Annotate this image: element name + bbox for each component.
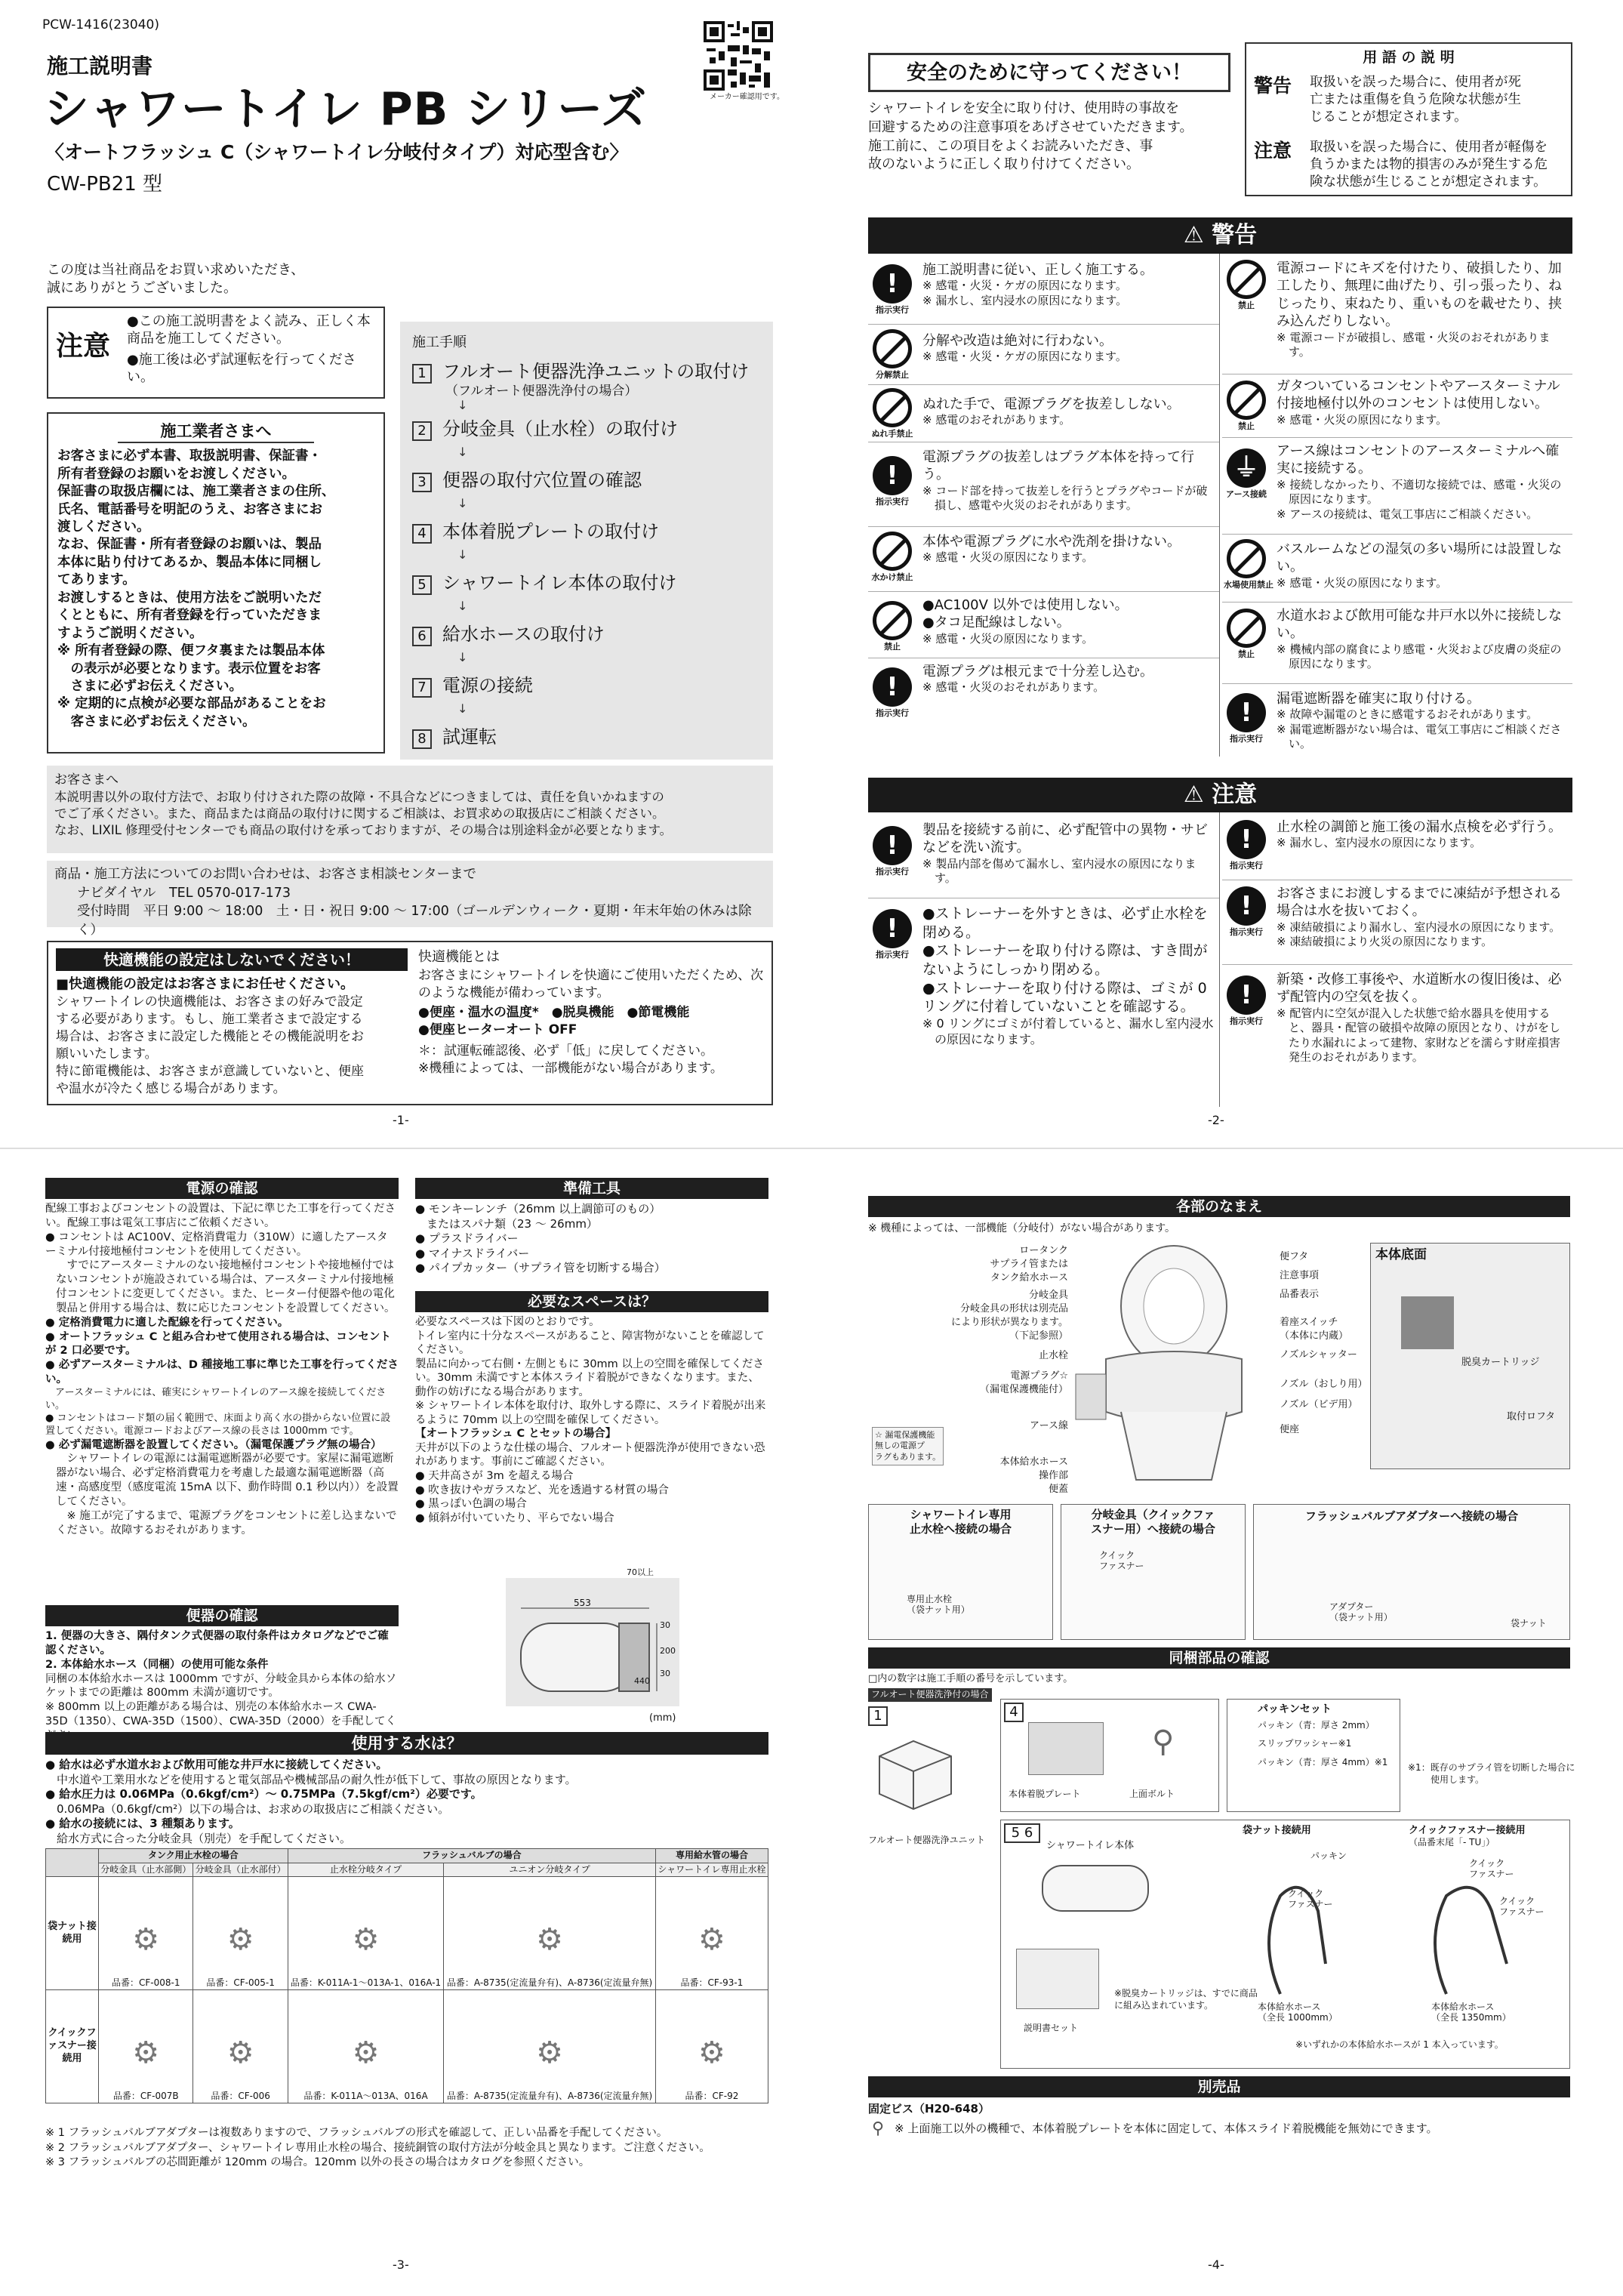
fitting-icon: ⚙: [536, 1922, 563, 1957]
warning-item: 分解禁止 分解や改造は絶対に行わない。 ※ 感電・火災・ケガの原因になります。: [868, 325, 1219, 385]
steps-title: 施工手順: [412, 334, 467, 350]
page-1: [0, 0, 812, 1148]
instruction-icon: !: [873, 667, 912, 707]
comfort-box: 快適機能の設定はしないでください！ ■快適機能の設定はお客さまにお任せください。 シャワートイレの快適機能は、お客さまの好みで設定 する必要があります。もし、施工業者さまで設定する 場合は、お客さまに設定した機能とその機能説明をお 願いいたします。 特に節電機能は、お客さまが意識していないと、便座 や温水が冷たく感じる場合があります。 快適機能とは お客さまにシャワートイレを快適にご使用いただくため、次のような機能が備わっています。 ●便座・温水の温度* ●脱臭機能 ●節電機能 ●便座ヒーターオート OFF ＊：試運転確認後、必ず「低」に戻してください。 ※機種によっては、一部機能がない場合があります。: [47, 941, 773, 1105]
tools-title: 準備工具: [415, 1178, 768, 1199]
terms-box: 用 語 の 説 明 警告 取扱いを誤った場合に、使用者が死 亡または重傷を負う危険な状態が生 じることが想定されます。 注意 取扱いを誤った場合に、使用者が軽傷を 負うかまたは物的損害のみが発生する危 険な状態が生じることが想定されます。: [1245, 42, 1572, 196]
cartridge-icon: [1401, 1296, 1454, 1349]
page-2: [812, 0, 1623, 1148]
space-diagram: 70以上 553 30 200 30 440: [506, 1578, 679, 1706]
instruction-icon: !: [1227, 693, 1266, 732]
instruction-icon: !: [873, 826, 912, 865]
prohibited-icon: [1227, 609, 1266, 648]
caution-triangle-icon: ⚠: [1183, 781, 1204, 808]
water-text: ● 給水は必ず水道水および飲用可能な井戸水に接続してください。 中水道や工業用水などを使用すると電気部品や機械部品の耐久性が低下して、事故の原因となります。 ● 給水圧力は 0.06MPa（0.6kgf/cm²）～ 0.75MPa（7.5kgf/cm²）必要です。 0.06MPa（0.6kgf/cm²）以下の場合は、お求めの取扱店にご相談ください。 ● 給水の接続には、3 種類あります。 給水方式に合った分岐金具（別売）を手配してください。: [45, 1758, 577, 1845]
step-6: 6 給水ホースの取付け: [412, 624, 749, 646]
parts-title: 各部のなまえ: [868, 1196, 1570, 1217]
instruction-icon: !: [873, 264, 912, 304]
fitting-icon: ⚙: [132, 1922, 160, 1957]
customer-notice: お客さまへ 本説明書以外の取付方法で、お取り付けされた際の故障・不具合などにつきましては、責任を負いかねますの でご了承ください。また、商品または商品の取付けに関するご相談は、お買求めの取扱店にご相談ください。 なお、LIXIL 修理受付センターでも商品の取付けを承っておりますが、その場合は別途料金が必要となります。: [47, 766, 773, 853]
parts-labels-right: 便フタ 注意事項 品番表示 着座スイッチ （本体に内蔵） ノズルシャッター ノズル（おしり用） ノズル（ビデ用） 便座: [1280, 1251, 1368, 1435]
warnings-left: [868, 255, 1219, 728]
manual-subtitle: 施工説明書: [47, 54, 153, 79]
toilet-illustration: [1053, 1238, 1280, 1487]
fitting-icon: ⚙: [698, 2035, 725, 2070]
caution-item: ! 指示実行 新築・改修工事後や、水道断水の復旧後は、必ず配管内の空気を抜く。 ※ 配管内に空気が混入した状態で給水器具を使用すると、器具・配管の破損や故障の原因となり、けがをしたり水漏れによって建物、家財などを濡らす財産損害発生のおそれがあります。: [1222, 965, 1572, 1108]
comfort-title: 快適機能の設定はしないでください！: [56, 948, 408, 971]
caution-label: 注意: [56, 331, 111, 362]
page-number-2: -2-: [1208, 1113, 1224, 1127]
warning-item: 禁止 ガタついているコンセントやアースターミナル付接地極付以外のコンセントは使用しない。 ※ 感電・火災の原因になります。: [1222, 374, 1572, 438]
manual-title: シャワートイレ PB シリーズ: [44, 83, 648, 136]
safety-title: 安全のために守ってください！: [868, 53, 1230, 92]
warning-header: ⚠ 警告: [868, 217, 1572, 254]
fitting-icon: ⚙: [132, 2035, 160, 2070]
caution-item: ! 指示実行 製品を接続する前に、必ず配管中の異物・サビなどを洗い流す。 ※ 製品内部を傷めて漏水し、室内浸水の原因になります。: [868, 815, 1219, 898]
bundle-4: 4 ⚲ 本体着脱プレート 上面ボルト: [1000, 1699, 1219, 1812]
manual-set-icon: [1016, 1949, 1099, 2009]
installer-box: 施工業者さまへ お客さまに必ず本書、取扱説明書、保証書・ 所有者登録のお願いをお渡しください。 保証書の取扱店欄には、施工業者さまの住所、 氏名、電話番号を明記のうえ、お客さまにお 渡しください。 なお、保証書・所有者登録のお願いは、製品 本体に貼り付けてあるか、製品本体に同梱し てあります。 お渡しするときは、使用方法をご説明いただ くとともに、所有者登録を行っていただきま すようご説明ください。 ※ 所有者登録の際、便フタ裏または製品本体 の表示が必要となります。表示位置をお客 さまに必ずお伝えください。 ※ 定期的に点検が必要な部品があることをお 客さまに必ずお伝えください。: [47, 412, 385, 754]
page-number-1: -1-: [393, 1113, 409, 1127]
caution-box: 注意 ●この施工説明書をよく読み、正しく本商品を施工してください。 ●施工後は必ず試運転を行ってください。: [47, 307, 385, 399]
bottom-view: 本体底面 脱臭カートリッジ 取付ロフタ: [1370, 1243, 1570, 1469]
page-number-4: -4-: [1208, 2257, 1224, 2272]
packing-note: ※1：既存のサプライ管を切断した場合に 使用します。: [1408, 1762, 1575, 1785]
warning-item: ぬれ手禁止 ぬれた手で、電源プラグを抜差ししない。 ※ 感電のおそれがあります。: [868, 385, 1219, 442]
bundle-56: 5 6 シャワートイレ本体 説明書セット ※脱臭カートリッジは、すでに商品 に組み込まれています。 袋ナット接続用 パッキン クイック ファスナー 本体給水ホース （全長 1000mm） クイックファスナー接続用 （品番末尾「- TU」） クイック ファスナー クイック ファスナー 本体給水ホース （全長 1350mm） ※いずれかの本体給水ホースが 1 本入っています。: [1000, 1820, 1570, 2069]
unit-box-icon: [868, 1734, 959, 1817]
instruction-icon: !: [873, 456, 912, 495]
separate-title: 別売品: [868, 2076, 1570, 2097]
instruction-icon: !: [1227, 886, 1266, 926]
plug-note: ☆ 漏電保護機能 無しの電源プ ラグもあります。: [872, 1427, 944, 1465]
warning-triangle-icon: ⚠: [1183, 222, 1204, 248]
step-5: 5 シャワートイレ本体の取付け: [412, 572, 749, 595]
qr-caption: メーカー確認用です。: [710, 93, 784, 101]
fitting-icon: ⚙: [352, 2035, 380, 2070]
page-4: [812, 1178, 1623, 2296]
step-1: 1 フルオート便器洗浄ユニットの取付け: [412, 361, 749, 384]
prohibited-icon: [1227, 260, 1266, 299]
no-disassemble-icon: [873, 329, 912, 368]
toilet-top-view-icon: [506, 1578, 679, 1706]
caution-header: ⚠ 注意: [868, 778, 1572, 812]
prohibited-icon: [873, 601, 912, 640]
warning-item: 水場使用禁止 バスルームなどの湿気の多い場所には設置しない。 ※ 感電・火災の原因になります。: [1222, 535, 1572, 603]
term-warning: 警告: [1254, 75, 1292, 97]
fitting-icon: ⚙: [226, 2035, 254, 2070]
warning-item: 禁止 ●AC100V 以外では使用しない。 ●タコ足配線はしない。 ※ 感電・火災の原因になります。: [868, 592, 1219, 658]
warning-item: 禁止 水道水および飲用可能な井戸水以外に接続しない。 ※ 機械内部の腐食により感電・火災および皮膚の炎症の原因になります。: [1222, 603, 1572, 684]
safety-text: シャワートイレを安全に取り付け、使用時の事故を 回避するための注意事項をあげさせていただきます。 施工前に、この項目をよくお読みいただき、事 故のないように正しく取り付けてください。: [868, 100, 1193, 173]
no-bathroom-icon: [1227, 539, 1266, 578]
warning-item: ! 指示実行 漏電遮断器を確実に取り付ける。 ※ 故障や漏電のときに感電するおそれがあります。 ※ 漏電遮断器がない場合は、電気工事店にご相談ください。: [1222, 684, 1572, 752]
fitting-icon: ⚙: [536, 2035, 563, 2070]
conn-panel-3: フラッシュバルブアダプターへ接続の場合 アダプター （袋ナット用） 袋ナット: [1253, 1504, 1570, 1640]
step-3: 3 便器の取付穴位置の確認: [412, 470, 749, 492]
instruction-icon: !: [1227, 975, 1266, 1015]
warning-item: ! 指示実行 電源プラグの抜差しはプラグ本体を持って行う。 ※ コード部を持って抜差しを行うとプラグやコードが破損し、感電や火災のおそれがあります。: [868, 442, 1219, 527]
fitting-icon: ⚙: [698, 1922, 725, 1957]
branch-fittings-table: タンク用止水栓の場合 フラッシュバルブの場合 専用給水管の場合 分岐金具（止水部側） 分岐金具（止水部付） 止水栓分岐タイプ ユニオン分岐タイプ シャワートイレ専用止水栓 袋ナット接続用 ⚙ 品番：CF-008-1 ⚙ 品番：CF-005-1 ⚙ 品番：K-011A-1～013A-1、016A-1 ⚙ 品番：A-8735(定流量弁有)、A-8736(定流量弁無) ⚙ 品番：CF-93-1 クイックファスナー接続用 ⚙ 品番：CF-007B ⚙ 品番：CF-006 ⚙ 品番：K-011A～013A、016A ⚙ 品番：A-8735(定流量弁有)、A-8736(定流量弁無) ⚙ 品番：CF-92: [45, 1848, 768, 2103]
no-water-icon: [873, 532, 912, 571]
separate-text: ※ 上面施工以外の機種で、本体着脱プレートを本体に固定して、本体スライド着脱機能を無効にできます。: [895, 2122, 1438, 2135]
table-row: 袋ナット接続用 ⚙ 品番：CF-008-1 ⚙ 品番：CF-005-1 ⚙ 品番：K-011A-1～013A-1、016A-1 ⚙ 品番：A-8735(定流量弁有)、A-8736(定流量弁無) ⚙ 品番：CF-93-1: [46, 1877, 768, 1990]
fitting-icon: ⚙: [352, 1922, 380, 1957]
qr-code: [704, 21, 773, 91]
fullauto-label: フルオート便器洗浄付の場合: [868, 1688, 992, 1702]
warnings-right: [1222, 255, 1572, 752]
warning-item: ⏚ アース接続 アース線はコンセントのアースターミナルへ確実に接続する。 ※ 接続しなかったり、不適切な接続では、感電・火災の原因になります。 ※ アースの接続は、電気工事店にご相談ください。: [1222, 438, 1572, 535]
instruction-icon: !: [873, 909, 912, 948]
cautions-left: [868, 815, 1219, 1104]
table-row: クイックファスナー接続用 ⚙ 品番：CF-007B ⚙ 品番：CF-006 ⚙ 品番：K-011A～013A、016A ⚙ 品番：A-8735(定流量弁有)、A-8736(定流量弁無) ⚙ 品番：CF-92: [46, 1990, 768, 2103]
steps-panel: 施工手順 1 フルオート便器洗浄ユニットの取付け （フルオート便器洗浄付の場合） ↓ 2 分岐金具（止水栓）の取付け ↓ 3 便器の取付穴位置の確認 ↓ 4 本体着脱プレートの取付け ↓ 5 シャワートイレ本体の取付け ↓ 6 給水ホースの取付け ↓ 7 電源の接続 ↓ 8 試運転: [400, 322, 773, 760]
caution-item: ! 指示実行 お客さまにお渡しするまでに凍結が予想される場合は水を抜いておく。 ※ 凍結破損により漏水し、室内浸水の原因になります。 ※ 凍結破損により火災の原因になります。: [1222, 880, 1572, 965]
table-notes: ※ 1 フラッシュバルブアダプターは複数ありますので、フラッシュバルブの形式を確認して、正しい品番を手配してください。 ※ 2 フラッシュバルブアダプター、シャワートイレ専用止水栓の場合、接続銅管の取付方法が分岐金具と異なります。ご注意ください。 ※ 3 フラッシュバルブの芯間距離が 120mm の場合。120mm 以外の長さの場合はカタログを参照ください。: [45, 2127, 710, 2169]
prohibited-icon: [1227, 381, 1266, 420]
bundled-title: 同梱部品の確認: [868, 1647, 1570, 1669]
screw-icon: ⚲: [872, 2119, 885, 2138]
bolt-icon: ⚲: [1152, 1724, 1175, 1759]
power-text: 配線工事およびコンセントの設置は、下記に準じた工事を行ってください。配線工事は電気工事店にご依頼ください。 ● コンセントは AC100V、定格消費電力（310W）に適したアースターミナル付接地極付コンセントを使用してください。 すでにアースターミナルのない接地極付コンセントや接地極付ではないコンセントが施設されている場合は、アースターミナル付接地極付コンセントに変更してください。また、ヒーター付便器や他の電化製品と併用する場合は、数に応じたコンセントを設置してください。 ● 定格消費電力に適した配線を行ってください。 ● オートフラッシュ C と組み合わせて使用される場合は、コンセントが 2 口必要です。 ● 必ずアースターミナルは、D 種接地工事に準じた工事を行ってください。 アースターミナルには、確実にシャワートイレのアース線を接続してください。 ● コンセントはコード類の届く範囲で、床面より高く水の掛からない位置に設置してください。電源コードおよびアース線の長さは 1000mm です。 ● 必ず漏電遮断器を設置してください。（漏電保護プラグ無の場合） シャワートイレの電源には漏電遮断器が必要です。家屋に漏電遮断器がない場合、必ず定格消費電力を考慮した最適な漏電遮断器（高速・高感度型（感度電流 15mA 以下、動作時間 0.1 秒以内））を設置してください。 ※ 施工が完了するまで、電源プラグをコンセントに差し込まないでください。故障するおそれがあります。: [45, 1203, 399, 1536]
model-number: CW-PB21 型: [47, 173, 163, 196]
space-text: 必要なスペースは下図のとおりです。 トイレ室内に十分なスペースがあること、障害物がないことを確認してください。 製品に向かって右側・左側ともに 30mm 以上の空間を確保してください。30mm 未満ですと本体スライド着脱ができなくなります。また、動作の妨げになる場合があります。 ※ シャワートイレ本体を取付け、取外しする際に、スライド着脱が出来るように 70mm 以上の空間を確保してください。 【オートフラッシュ C とセットの場合】 天井が以下のような仕様の場合、フルオート便器洗浄が使用できない恐れがあります。事前にご確認ください。 ● 天井高さが 3m を超える場合 ● 吹き抜けやガラスなど、光を透過する材質の場合 ● 黒っぽい色調の場合 ● 傾斜が付いていたり、平らでない場合: [415, 1316, 766, 1524]
fitting-icon: ⚙: [226, 1922, 254, 1957]
step-4: 4 本体着脱プレートの取付け: [412, 521, 749, 544]
step-8: 8 試運転: [412, 726, 749, 749]
ground-icon: ⏚: [1227, 448, 1266, 488]
page-3: [0, 1178, 812, 2296]
packing-set: パッキンセット パッキン（青：厚さ 2mm） スリップワッシャー※1 パッキン（青：厚さ 4mm）※1: [1227, 1699, 1400, 1812]
dim-unit: (mm): [649, 1712, 676, 1724]
doc-code: PCW-1416(23040): [42, 17, 159, 32]
thanks-text: この度は当社商品をお買い求めいただき、 誠にありがとうございました。: [47, 262, 305, 297]
hose-icon: [1250, 1866, 1552, 2002]
caution-item: ! 指示実行 ●ストレーナーを外すときは、必ず止水栓を閉める。 ●ストレーナーを取り付ける際は、すき間がないようにしっかり閉める。 ●ストレーナーを取り付ける際は、ゴミが 0 リングに付着していないことを確認する。 ※ 0 リングにゴミが付着していると、漏水し室内浸水の原因になります。: [868, 898, 1219, 1104]
no-wet-hands-icon: [873, 388, 912, 427]
warning-item: ! 指示実行 施工説明書に従い、正しく施工する。 ※ 感電・火災・ケガの原因になります。 ※ 漏水し、室内浸水の原因になります。: [868, 255, 1219, 325]
instruction-icon: !: [1227, 820, 1266, 859]
step-7: 7 電源の接続: [412, 675, 749, 698]
parts-note: ※ 機種によっては、一部機能（分岐付）がない場合があります。: [868, 1222, 1176, 1234]
space-title: 必要なスペースは？: [415, 1291, 768, 1312]
warning-item: 禁止 電源コードにキズを付けたり、破損したり、加工したり、無理に曲げたり、引っ張ったり、ねじったり、束ねたり、重いものを載せたり、挟み込んだりしない。 ※ 電源コードが破損し、感電・火災のおそれがあります。: [1222, 255, 1572, 374]
parts-labels-left: ロータンク サプライ管または タンク給水ホース 分岐金具 分岐金具の形状は別売品 により形状が異なります。 （下記参照） 止水栓 電源プラグ☆ （漏電保護機能付） アース線 本体給水ホース 操作部 便蓋: [951, 1245, 1068, 1496]
conn-panel-1: シャワートイレ専用 止水栓へ接続の場合 専用止水栓 （袋ナット用）: [868, 1504, 1053, 1640]
tools-list: ● モンキーレンチ（26mm 以上調節可のもの） またはスパナ類（23 ～ 26mm） ● プラスドライバー ● マイナスドライバー ● パイプカッター（サプライ管を切断する場合）: [415, 1202, 666, 1274]
bundle-1: 1 フルオート便器洗浄ユニット: [868, 1708, 986, 1846]
power-title: 電源の確認: [45, 1178, 399, 1199]
warning-item: ! 指示実行 電源プラグは根元まで十分差し込む。 ※ 感電・火災のおそれがあります。: [868, 658, 1219, 728]
contact-box: 商品・施工方法についてのお問い合わせは、お客さま相談センターまで ナビダイヤル TEL 0570-017-173 受付時間 平日 9:00 ～ 18:00 土・日・祝日 9:00 ～ 17:00（ゴールデンウィーク・夏期・年末年始の休みは除く）: [47, 861, 773, 927]
separate-item: 固定ビス（H20-648）: [868, 2102, 990, 2116]
conn-panel-2: 分岐金具（クイックファ スナー用）へ接続の場合 クイック ファスナー: [1061, 1504, 1246, 1640]
toilet-title: 便器の確認: [45, 1605, 399, 1626]
cautions-right: [1222, 815, 1572, 1108]
page-number-3: -3-: [393, 2257, 409, 2272]
plate-icon: [1028, 1722, 1104, 1775]
term-caution: 注意: [1254, 140, 1292, 162]
bundled-note: □内の数字は施工手順の番号を示しています。: [868, 1673, 1073, 1684]
step-2: 2 分岐金具（止水栓）の取付け: [412, 418, 749, 441]
water-title: 使用する水は？: [45, 1732, 768, 1755]
body-icon: [1039, 1858, 1152, 1918]
warning-item: 水かけ禁止 本体や電源プラグに水や洗剤を掛けない。 ※ 感電・火災の原因になります。: [868, 527, 1219, 592]
toilet-text: 1. 便器の大きさ、隅付タンク式便器の取付条件はカタログなどでご確認ください。 2. 本体給水ホース（同梱）の使用可能な条件 同梱の本体給水ホースは 1000mm ですが、分岐金具から本体の給水ソケットまでの距離は 800mm 未満が適切です。 ※ 800mm 以上の距離がある場合は、別売の本体給水ホース CWA-35D（1350）、CWA-35D（1500）、CWA-35D（2000）を手配してく: [45, 1630, 397, 1728]
caution-item: ! 指示実行 止水栓の調節と施工後の漏水点検を必ず行う。 ※ 漏水し、室内浸水の原因になります。: [1222, 815, 1572, 880]
model-note: 〈オートフラッシュ C（シャワートイレ分岐付タイプ）対応型含む〉: [45, 141, 629, 163]
installer-title: 施工業者さまへ: [118, 421, 314, 443]
terms-title: 用 語 の 説 明: [1363, 49, 1455, 66]
